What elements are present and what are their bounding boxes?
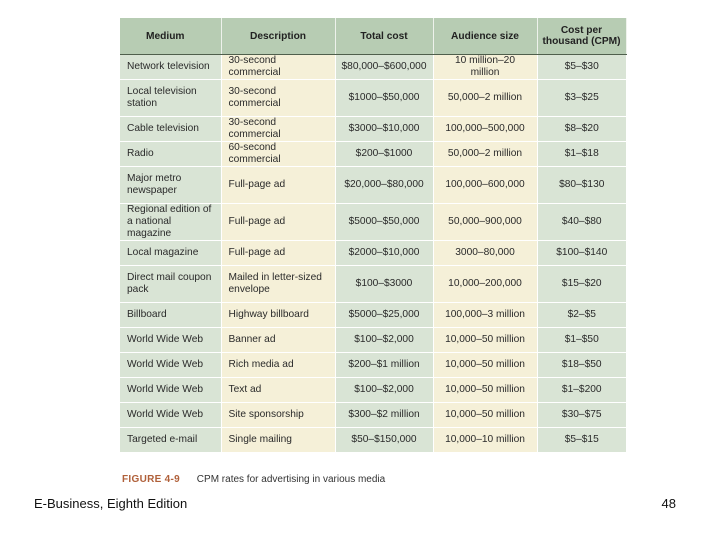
cell-cpm: $5–$15 (537, 428, 626, 453)
cell-medium: Billboard (120, 303, 221, 328)
cell-total-cost: $3000–$10,000 (335, 117, 433, 142)
cell-total-cost: $5000–$50,000 (335, 204, 433, 241)
cell-audience-size: 10 million–20 million (433, 55, 537, 80)
cell-description: Site sponsorship (221, 403, 335, 428)
column-header-cpm: Cost per thousand (CPM) (537, 18, 626, 55)
cell-audience-size: 100,000–500,000 (433, 117, 537, 142)
cell-medium: Regional edition of a national magazine (120, 204, 221, 241)
table-row (120, 353, 626, 378)
cell-total-cost: $50–$150,000 (335, 428, 433, 453)
cell-audience-size: 10,000–10 million (433, 428, 537, 453)
cell-description: Full-page ad (221, 241, 335, 266)
table-row (120, 80, 626, 117)
cell-medium: World Wide Web (120, 378, 221, 403)
table-row (120, 167, 626, 204)
column-header-description: Description (221, 18, 335, 55)
cell-total-cost: $80,000–$600,000 (335, 55, 433, 80)
figure-caption-text: CPM rates for advertising in various media (196, 474, 386, 485)
table-row (120, 204, 626, 241)
cell-audience-size: 10,000–50 million (433, 403, 537, 428)
cell-medium: Network television (120, 55, 221, 80)
table-row (120, 142, 626, 167)
cell-audience-size: 100,000–3 million (433, 303, 537, 328)
cell-medium: World Wide Web (120, 403, 221, 428)
cell-medium: World Wide Web (120, 328, 221, 353)
cell-audience-size: 100,000–600,000 (433, 167, 537, 204)
cell-total-cost: $5000–$25,000 (335, 303, 433, 328)
page-number: 48 (661, 496, 676, 511)
column-header-medium: Medium (120, 18, 221, 55)
cell-medium: Major metro newspaper (120, 167, 221, 204)
table-row (120, 303, 626, 328)
cell-medium: Targeted e-mail (120, 428, 221, 453)
cell-total-cost: $100–$3000 (335, 266, 433, 303)
column-header-audience-size: Audience size (433, 18, 537, 55)
cell-medium: Direct mail coupon pack (120, 266, 221, 303)
cell-medium: Local television station (120, 80, 221, 117)
cell-audience-size: 10,000–200,000 (433, 266, 537, 303)
cell-cpm: $18–$50 (537, 353, 626, 378)
cell-medium: Local magazine (120, 241, 221, 266)
cell-audience-size: 50,000–900,000 (433, 204, 537, 241)
table-row (120, 117, 626, 142)
cell-total-cost: $300–$2 million (335, 403, 433, 428)
cell-cpm: $15–$20 (537, 266, 626, 303)
cell-cpm: $30–$75 (537, 403, 626, 428)
cpm-table-container (120, 18, 626, 453)
table-body (120, 55, 626, 453)
table-row (120, 428, 626, 453)
cell-cpm: $100–$140 (537, 241, 626, 266)
cell-cpm: $3–$25 (537, 80, 626, 117)
cell-total-cost: $1000–$50,000 (335, 80, 433, 117)
cell-total-cost: $200–$1000 (335, 142, 433, 167)
cell-description: Rich media ad (221, 353, 335, 378)
figure-caption (122, 474, 385, 485)
table-row (120, 266, 626, 303)
cell-audience-size: 10,000–50 million (433, 378, 537, 403)
cell-description: 30-second commercial (221, 55, 335, 80)
cell-description: Text ad (221, 378, 335, 403)
cell-description: Single mailing (221, 428, 335, 453)
cell-total-cost: $20,000–$80,000 (335, 167, 433, 204)
cell-total-cost: $2000–$10,000 (335, 241, 433, 266)
cell-audience-size: 3000–80,000 (433, 241, 537, 266)
cell-medium: Radio (120, 142, 221, 167)
cell-cpm: $5–$30 (537, 55, 626, 80)
cell-description: 60-second commercial (221, 142, 335, 167)
cell-audience-size: 50,000–2 million (433, 142, 537, 167)
table-row (120, 403, 626, 428)
cell-total-cost: $200–$1 million (335, 353, 433, 378)
cpm-rates-table (120, 18, 627, 453)
cell-cpm: $40–$80 (537, 204, 626, 241)
cell-description: Mailed in letter-sized envelope (221, 266, 335, 303)
cell-description: Highway billboard (221, 303, 335, 328)
table-row (120, 328, 626, 353)
cell-description: Full-page ad (221, 204, 335, 241)
book-title: E-Business, Eighth Edition (34, 496, 188, 511)
cell-cpm: $80–$130 (537, 167, 626, 204)
table-header-row (120, 18, 626, 55)
cell-audience-size: 50,000–2 million (433, 80, 537, 117)
cell-description: 30-second commercial (221, 80, 335, 117)
cell-description: Full-page ad (221, 167, 335, 204)
cell-medium: World Wide Web (120, 353, 221, 378)
cell-total-cost: $100–$2,000 (335, 378, 433, 403)
cell-total-cost: $100–$2,000 (335, 328, 433, 353)
cell-audience-size: 10,000–50 million (433, 328, 537, 353)
cell-description: Banner ad (221, 328, 335, 353)
figure-label: FIGURE 4-9 (122, 474, 181, 485)
cell-audience-size: 10,000–50 million (433, 353, 537, 378)
cell-cpm: $8–$20 (537, 117, 626, 142)
cell-description: 30-second commercial (221, 117, 335, 142)
cell-cpm: $2–$5 (537, 303, 626, 328)
table-row (120, 378, 626, 403)
cell-cpm: $1–$200 (537, 378, 626, 403)
column-header-total-cost: Total cost (335, 18, 433, 55)
table-row (120, 241, 626, 266)
cell-cpm: $1–$18 (537, 142, 626, 167)
cell-medium: Cable television (120, 117, 221, 142)
table-row (120, 55, 626, 80)
cell-cpm: $1–$50 (537, 328, 626, 353)
